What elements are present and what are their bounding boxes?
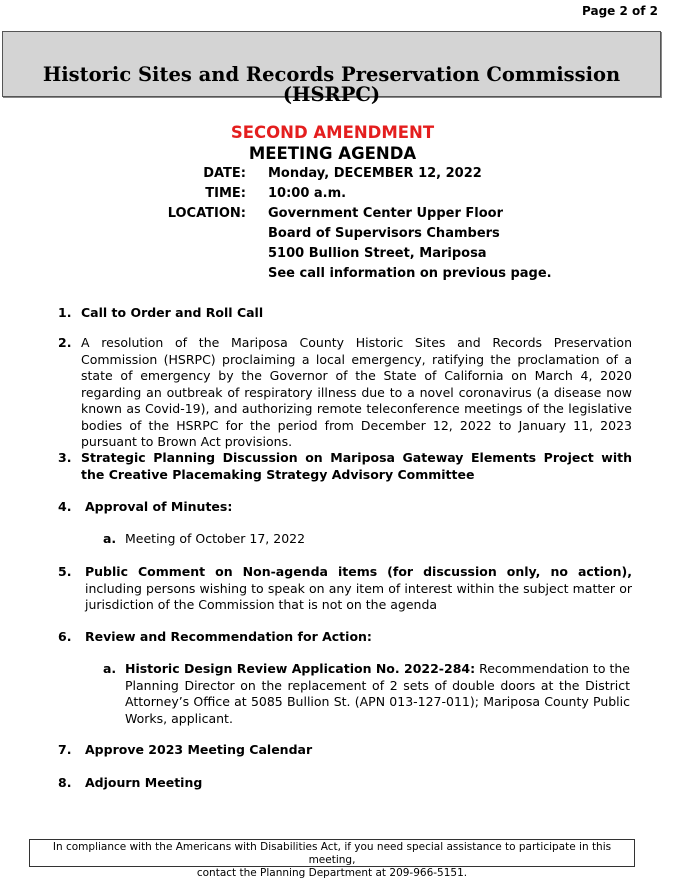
agenda-title: MEETING AGENDA — [248, 144, 417, 163]
header-title: Historic Sites and Records Preservation Commission (HSRPC) — [42, 63, 621, 106]
ada-notice — [29, 839, 635, 879]
agenda-item — [58, 775, 632, 792]
agenda-item — [58, 742, 632, 759]
agenda-item — [58, 450, 632, 483]
agenda-item — [58, 335, 632, 451]
ada-notice-line: In compliance with the Americans with Disabilities Act, if you need special assistance to participate in this meeting, — [52, 841, 612, 866]
item-number: 5. — [58, 564, 72, 579]
agenda-item — [58, 499, 632, 516]
sub-item — [103, 531, 630, 548]
item-heading: Adjourn Meeting — [85, 775, 203, 790]
sub-item-letter: a. — [103, 661, 117, 676]
item-heading: Strategic Planning Discussion on Mariposa Gateway Elements Project with the Creative Placemaking Strategy Advisory Committee — [81, 450, 632, 482]
item-number: 4. — [58, 499, 72, 514]
item-number: 7. — [58, 742, 72, 757]
item-number: 1. — [58, 305, 72, 320]
location-line: See call information on previous page. — [268, 266, 552, 281]
agenda-item — [58, 305, 632, 322]
ada-notice-line: contact the Planning Department at 209-966-5151. — [196, 867, 468, 879]
item-number: 8. — [58, 775, 72, 790]
location-label: LOCATION: — [167, 206, 246, 221]
location-line: Government Center Upper Floor — [268, 206, 504, 221]
item-number: 2. — [58, 335, 72, 350]
agenda-item — [58, 629, 632, 646]
date-label: DATE: — [203, 166, 246, 181]
item-text: including persons wishing to speak on any item of interest within the subject matter or jurisdiction of the Commission that is not on the agenda — [85, 580, 632, 612]
item-heading: Approval of Minutes: — [85, 499, 233, 514]
item-number: 3. — [58, 450, 72, 465]
item-heading: Call to Order and Roll Call — [81, 305, 264, 320]
item-number: 6. — [58, 629, 72, 644]
item-heading: Review and Recommendation for Action: — [85, 629, 372, 644]
time-label: TIME: — [205, 186, 246, 201]
amendment-heading: SECOND AMENDMENT — [230, 123, 435, 142]
sub-item-letter: a. — [103, 531, 117, 546]
page-number: Page 2 of 2 — [582, 4, 658, 18]
location-line: 5100 Bullion Street, Mariposa — [268, 246, 487, 261]
sub-item-text: Meeting of October 17, 2022 — [125, 531, 306, 546]
sub-item-heading: Historic Design Review Application No. 2022-284: — [125, 661, 476, 676]
sub-item — [103, 661, 630, 727]
item-text: A resolution of the Mariposa County Historic Sites and Records Preservation Commission (HSRPC) proclaiming a local emergency, ratifying the proclamation of a state of emergency by the Governor of the State of California on March 4, 2020 regarding an outbreak of respiratory illness due to a novel coronavirus (a disease now known as Covid-19), and authorizing remote teleconference meetings of the legislative bodies of the HSRPC for the period from December 12, 2022 to January 11, 2023 pursuant to Brown Act provisions. — [81, 335, 632, 449]
location-line: Board of Supervisors Chambers — [268, 226, 500, 241]
meeting-meta-labels — [168, 164, 246, 224]
meeting-meta-values — [268, 164, 552, 284]
item-heading: Approve 2023 Meeting Calendar — [85, 742, 313, 757]
agenda-item — [58, 564, 632, 614]
date-value: Monday, DECEMBER 12, 2022 — [268, 166, 482, 181]
time-value: 10:00 a.m. — [268, 186, 347, 201]
sub-item-text: Recommendation to the Planning Director on the replacement of 2 sets of double doors at the District Attorney’s Office at 5085 Bullion St. (APN 013-127-011); Mariposa County Public Works, applicant. — [125, 661, 630, 726]
item-heading: Public Comment on Non-agenda items (for discussion only, no action), — [85, 564, 632, 579]
header-banner — [2, 31, 661, 106]
